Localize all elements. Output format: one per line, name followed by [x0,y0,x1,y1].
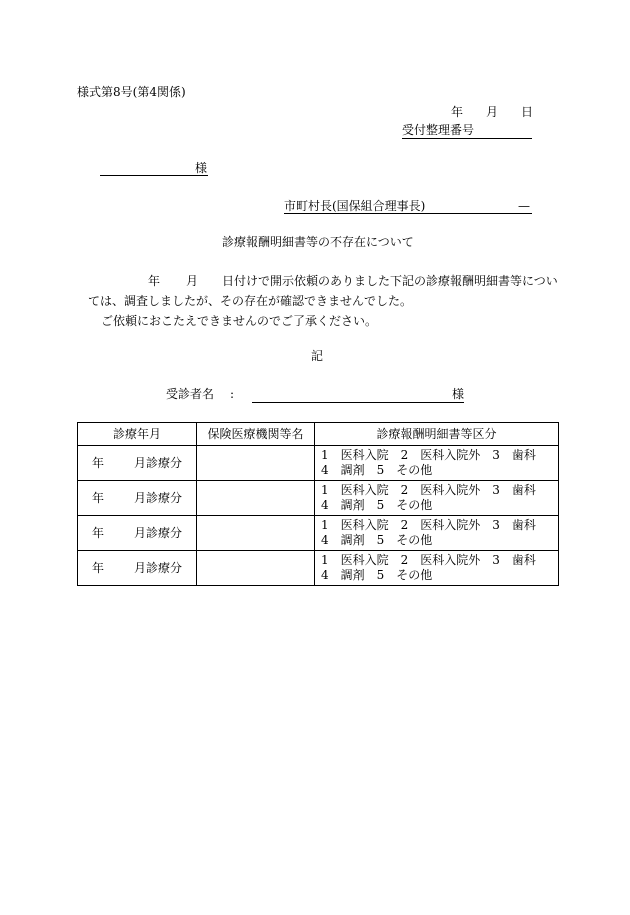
treatment-period-cell [78,446,197,481]
institution-cell [197,516,315,551]
period-year: 年 [91,490,104,505]
header-claim-category: 診療報酬明細書等区分 [315,423,559,446]
body-month-label: 月 [186,274,199,288]
category-cell [315,446,559,481]
category-line-2: 4 調剤 5 その他 [321,533,433,547]
sender-title: 市町村長(国保組合理事長) [284,199,426,213]
claims-table [77,422,559,586]
body-line-2: ては、調査しましたが、その存在が確認できませんでした。 [88,294,413,308]
addressee-underline [100,175,208,176]
body-line-1: 日付けで開示依頼のありました下記の診療報酬明細書等につい [222,274,558,288]
period-year: 年 [91,525,104,540]
category-cell [315,516,559,551]
treatment-period-cell [78,481,197,516]
period-month: 月診療分 [134,455,183,470]
category-line-1: 1 医科入院 2 医科入院外 3 歯科 [321,448,536,462]
period-month: 月診療分 [134,560,183,575]
category-line-1: 1 医科入院 2 医科入院外 3 歯科 [321,483,536,497]
category-cell [315,551,559,586]
table-row [78,516,559,551]
category-line-2: 4 調剤 5 その他 [321,498,433,512]
date-month-label: 月 [486,105,499,119]
addressee-honorific: 様 [195,161,208,175]
institution-cell [197,551,315,586]
patient-name-underline [252,402,464,403]
category-line-2: 4 調剤 5 その他 [321,568,433,582]
table-row [78,481,559,516]
receipt-number-label: 受付整理番号 [402,123,475,137]
header-treatment-month: 診療年月 [78,423,197,446]
sender-underline [284,213,532,214]
body-year-label: 年 [148,274,161,288]
header-institution-name: 保険医療機関等名 [197,423,315,446]
table-row [78,446,559,481]
patient-name-colon: : [230,387,235,401]
date-year-label: 年 [451,105,464,119]
document-title: 診療報酬明細書等の不存在について [222,235,414,249]
ki-label: 記 [311,349,324,363]
institution-cell [197,481,315,516]
category-line-1: 1 医科入院 2 医科入院外 3 歯科 [321,553,536,567]
category-line-2: 4 調剤 5 その他 [321,463,433,477]
period-month: 月診療分 [134,525,183,540]
receipt-number-underline [402,138,532,139]
category-line-1: 1 医科入院 2 医科入院外 3 歯科 [321,518,536,532]
body-line-3: ご依頼におこたえできませんのでご了承ください。 [101,314,378,328]
institution-cell [197,446,315,481]
table-header-row [78,423,559,446]
category-cell [315,481,559,516]
form-number: 様式第8号(第4関係) [77,85,186,99]
treatment-period-cell [78,551,197,586]
period-year: 年 [91,455,104,470]
patient-name-label: 受診者名 [166,387,215,401]
date-day-label: 日 [521,105,534,119]
sender-dash: — [518,199,530,213]
period-year: 年 [91,560,104,575]
table-row [78,551,559,586]
patient-honorific: 様 [452,387,465,401]
treatment-period-cell [78,516,197,551]
period-month: 月診療分 [134,490,183,505]
